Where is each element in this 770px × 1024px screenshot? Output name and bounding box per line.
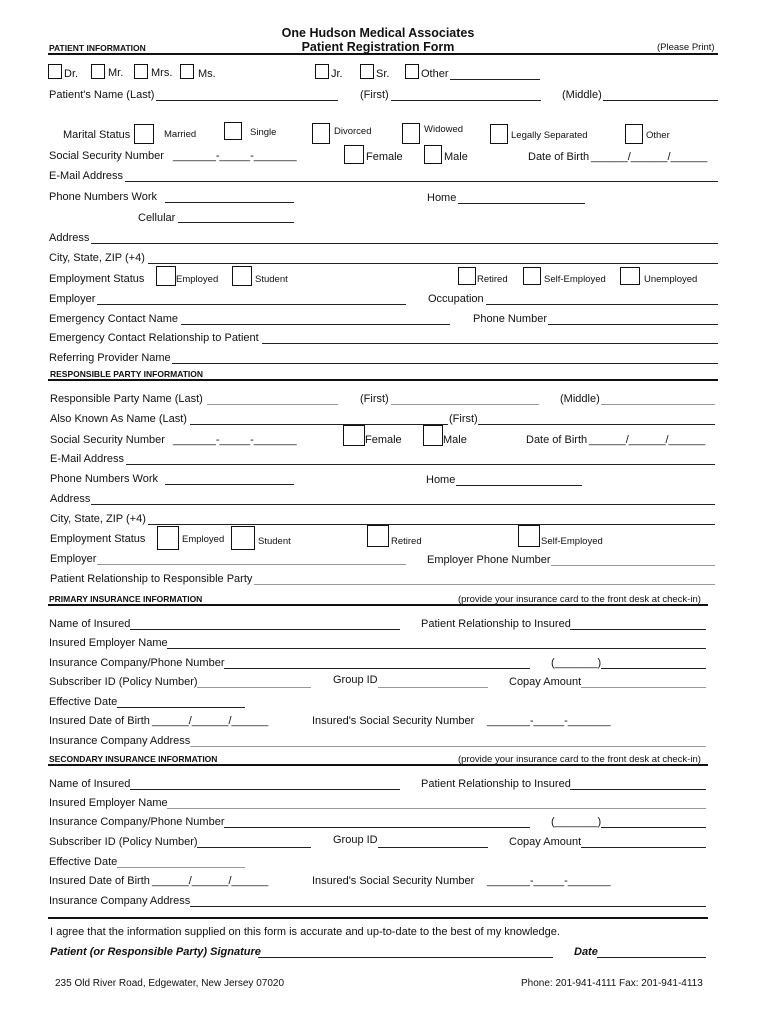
responsible-employer-field[interactable] [97,564,406,565]
emergency-phone-field[interactable] [548,324,718,325]
title-dr-label: Dr. [64,68,79,80]
primary-subscriber-label: Subscriber ID (Policy Number) [49,676,198,688]
responsible-employer-phone-field[interactable] [551,565,715,566]
patient-self-employed-label: Self-Employed [544,274,606,285]
title-sr-label: Sr. [376,68,390,80]
patient-self-employed-checkbox[interactable] [523,267,541,285]
responsible-aka-label: Also Known As Name (Last) [50,413,187,425]
patient-phone-home-field[interactable] [458,203,585,204]
title-mrs-label: Mrs. [151,67,173,79]
title-ms-label: Ms. [198,68,216,80]
primary-copay-label: Copay Amount [509,676,582,688]
primary-group-field[interactable] [378,687,488,688]
referring-provider-label: Referring Provider Name [49,352,171,364]
responsible-aka-first-label: (First) [449,413,478,425]
responsible-male-label: Male [443,434,467,446]
responsible-student-label: Student [258,536,291,547]
responsible-employer-phone-label: Employer Phone Number [427,554,551,566]
secondary-copay-field[interactable] [581,847,706,848]
title-sr-checkbox[interactable] [360,64,374,79]
responsible-dob-field[interactable]: ______/______/______ [589,434,706,446]
primary-employer-label: Insured Employer Name [49,637,168,649]
responsible-retired-label: Retired [391,536,422,547]
emergency-name-label: Emergency Contact Name [49,313,178,325]
patient-email-field[interactable] [125,181,718,182]
patient-phone-work-field[interactable] [165,202,294,203]
footer-rule [48,917,708,919]
title-other-label: Other [421,68,449,80]
responsible-dob-label: Date of Birth [526,434,588,446]
marital-single-label: Single [250,127,277,138]
responsible-self-employed-label: Self-Employed [541,536,603,547]
primary-effective-field[interactable] [117,707,245,708]
org-name: One Hudson Medical Associates [281,26,475,40]
title-mr-label: Mr. [108,67,124,79]
marital-married-checkbox[interactable] [134,124,154,144]
primary-insured-dob-field[interactable]: ______/______/______ [152,715,269,727]
responsible-employed-checkbox[interactable] [157,526,179,550]
secondary-company-phone-number[interactable] [601,827,706,828]
title-mrs-checkbox[interactable] [134,64,148,79]
responsible-aka-first-field[interactable] [478,424,715,425]
secondary-effective-field[interactable] [117,867,245,868]
responsible-phone-work-field[interactable] [165,484,294,485]
patient-name-last-field[interactable] [156,100,338,101]
secondary-insured-dob-label: Insured Date of Birth [49,875,150,887]
patient-name-first-field[interactable] [391,100,541,101]
patient-city-label: City, State, ZIP (+4) [49,252,145,264]
title-jr-checkbox[interactable] [315,64,329,79]
responsible-female-label: Female [365,434,402,446]
primary-group-label: Group ID [333,674,378,686]
patient-female-label: Female [366,151,403,163]
responsible-phone-home-field[interactable] [456,485,582,486]
signature-field[interactable] [258,957,553,958]
marital-separated-checkbox[interactable] [490,124,508,144]
emergency-relationship-label: Emergency Contact Relationship to Patient [49,332,259,344]
primary-relationship-label: Patient Relationship to Insured [421,618,571,630]
responsible-retired-checkbox[interactable] [367,525,389,547]
secondary-insured-ssn-label: Insured's Social Security Number [312,875,475,887]
responsible-employed-label: Employed [182,534,225,545]
emergency-relationship-field[interactable] [262,343,718,344]
patient-phone-home-label: Home [427,192,457,204]
secondary-insured-name-label: Name of Insured [49,778,131,790]
secondary-company-phone-field[interactable] [224,827,530,828]
patient-phone-work-label: Phone Numbers Work [49,191,158,203]
responsible-rule [48,379,718,381]
secondary-company-area-code[interactable]: (_______) [551,816,602,828]
marital-status-label: Marital Status [63,129,131,141]
responsible-email-field[interactable] [126,464,715,465]
primary-insured-ssn-label: Insured's Social Security Number [312,715,475,727]
responsible-city-field[interactable] [148,524,715,525]
responsible-relationship-field[interactable] [254,584,715,585]
patient-occupation-label: Occupation [428,293,484,305]
secondary-employer-label: Insured Employer Name [49,797,168,809]
patient-student-checkbox[interactable] [232,266,252,286]
title-dr-checkbox[interactable] [48,64,62,79]
responsible-email-label: E-Mail Address [50,453,124,465]
responsible-male-checkbox[interactable] [423,425,443,446]
primary-company-address-field[interactable] [190,746,706,747]
responsible-name-middle-field[interactable] [601,404,715,405]
responsible-name-first-field[interactable] [391,404,539,405]
primary-company-area-code[interactable]: (_______) [551,657,602,669]
signature-label: Patient (or Responsible Party) Signature [50,946,261,958]
patient-employer-field[interactable] [97,304,406,305]
secondary-insured-ssn-field[interactable]: _______-_____-_______ [487,875,611,887]
marital-separated-label: Legally Separated [511,130,588,141]
secondary-company-address-field[interactable] [190,906,706,907]
agreement-statement: I agree that the information supplied on this form is accurate and up-to-date to the best of my knowledge. [50,926,560,938]
responsible-name-first-label: (First) [360,393,389,405]
patient-address-field[interactable] [91,243,718,244]
primary-relationship-field[interactable] [570,629,706,630]
patient-city-field[interactable] [148,263,718,264]
marital-widowed-checkbox[interactable] [402,123,420,144]
patient-employed-label: Employed [176,274,219,285]
patient-retired-label: Retired [477,274,508,285]
patient-dob-field[interactable]: ______/______/______ [591,151,708,163]
secondary-relationship-label: Patient Relationship to Insured [421,778,571,790]
responsible-employer-label: Employer [50,553,97,565]
marital-other-label: Other [646,130,670,141]
secondary-rule [48,764,708,766]
patient-unemployed-label: Unemployed [644,274,698,285]
secondary-employer-field[interactable] [167,808,706,809]
patient-employed-checkbox[interactable] [156,266,176,286]
secondary-company-phone-label: Insurance Company/Phone Number [49,816,225,828]
patient-occupation-field[interactable] [486,304,718,305]
section-heading-primary-insurance: PRIMARY INSURANCE INFORMATION [49,594,203,604]
responsible-employment-label: Employment Status [50,533,146,545]
marital-divorced-label: Divorced [334,126,372,137]
form-title: Patient Registration Form [301,40,455,54]
please-print-note: (Please Print) [657,42,715,53]
primary-rule [48,604,708,606]
secondary-insurance-note: (provide your insurance card to the front desk at check-in) [458,754,701,765]
title-ms-checkbox[interactable] [180,64,194,79]
emergency-phone-label: Phone Number [473,313,547,325]
primary-copay-field[interactable] [581,687,706,688]
secondary-effective-label: Effective Date [49,856,118,868]
footer-address: 235 Old River Road, Edgewater, New Jersey 07020 [55,978,285,989]
patient-female-checkbox[interactable] [344,145,364,164]
primary-company-phone-field[interactable] [224,668,530,669]
secondary-insured-dob-field[interactable]: ______/______/______ [152,875,269,887]
patient-phone-cell-label: Cellular [138,212,176,224]
title-other-checkbox[interactable] [405,64,419,79]
responsible-phone-home-label: Home [426,474,456,486]
patient-name-middle-label: (Middle) [562,89,602,101]
patient-ssn-field[interactable]: _______-_____-_______ [173,150,297,162]
footer-phone-fax: Phone: 201-941-4111 Fax: 201-941-4113 [521,978,703,989]
referring-provider-field[interactable] [172,363,718,364]
responsible-address-field[interactable] [91,504,715,505]
patient-email-label: E-Mail Address [49,170,123,182]
title-other-line[interactable] [450,79,540,80]
title-mr-checkbox[interactable] [91,64,105,79]
responsible-address-label: Address [50,493,91,505]
primary-insured-name-label: Name of Insured [49,618,131,630]
patient-name-last-label: Patient's Name (Last) [49,89,155,101]
marital-divorced-checkbox[interactable] [312,123,330,144]
patient-name-middle-field[interactable] [603,100,718,101]
patient-phone-cell-field[interactable] [178,222,294,223]
patient-address-label: Address [49,232,90,244]
secondary-group-label: Group ID [333,834,378,846]
marital-other-checkbox[interactable] [625,124,643,144]
marital-married-label: Married [164,129,197,140]
secondary-company-address-label: Insurance Company Address [49,895,191,907]
responsible-self-employed-checkbox[interactable] [518,525,540,547]
responsible-relationship-label: Patient Relationship to Responsible Party [50,573,253,585]
section-heading-responsible: RESPONSIBLE PARTY INFORMATION [50,369,204,379]
patient-male-label: Male [444,151,468,163]
secondary-insured-name-field[interactable] [130,789,400,790]
primary-effective-label: Effective Date [49,696,118,708]
responsible-name-last-label: Responsible Party Name (Last) [50,393,203,405]
responsible-city-label: City, State, ZIP (+4) [50,513,146,525]
secondary-subscriber-field[interactable] [197,847,311,848]
section-heading-patient: PATIENT INFORMATION [49,43,146,53]
emergency-name-field[interactable] [181,324,450,325]
patient-student-label: Student [255,274,288,285]
patient-retired-checkbox[interactable] [458,267,476,285]
marital-widowed-label: Widowed [424,124,464,135]
header-rule [48,53,718,55]
secondary-relationship-field[interactable] [570,789,706,790]
responsible-ssn-field[interactable]: _______-_____-_______ [173,434,297,446]
primary-insurance-note: (provide your insurance card to the front desk at check-in) [458,594,701,605]
primary-insured-dob-label: Insured Date of Birth [49,715,150,727]
responsible-name-last-field[interactable] [207,404,338,405]
section-heading-secondary-insurance: SECONDARY INSURANCE INFORMATION [49,754,218,764]
signature-date-label: Date [574,946,598,958]
patient-employer-label: Employer [49,293,96,305]
patient-employment-label: Employment Status [49,273,145,285]
signature-date-field[interactable] [597,957,706,958]
patient-dob-label: Date of Birth [528,151,590,163]
patient-unemployed-checkbox[interactable] [620,267,640,285]
primary-company-phone-number[interactable] [601,668,706,669]
responsible-aka-last-field[interactable] [190,424,448,425]
responsible-name-middle-label: (Middle) [560,393,600,405]
patient-ssn-label: Social Security Number [49,150,164,162]
marital-single-checkbox[interactable] [224,122,242,140]
responsible-student-checkbox[interactable] [231,526,255,550]
secondary-subscriber-label: Subscriber ID (Policy Number) [49,836,198,848]
primary-insured-ssn-field[interactable]: _______-_____-_______ [487,715,611,727]
primary-insured-name-field[interactable] [130,629,400,630]
patient-name-first-label: (First) [360,89,389,101]
primary-subscriber-field[interactable] [197,687,311,688]
primary-company-phone-label: Insurance Company/Phone Number [49,657,225,669]
secondary-copay-label: Copay Amount [509,836,582,848]
primary-employer-field[interactable] [167,648,706,649]
title-jr-label: Jr. [331,68,343,80]
secondary-group-field[interactable] [378,847,488,848]
responsible-phone-work-label: Phone Numbers Work [50,473,159,485]
responsible-female-checkbox[interactable] [343,425,365,446]
responsible-ssn-label: Social Security Number [50,434,165,446]
primary-company-address-label: Insurance Company Address [49,735,191,747]
patient-male-checkbox[interactable] [424,145,442,164]
